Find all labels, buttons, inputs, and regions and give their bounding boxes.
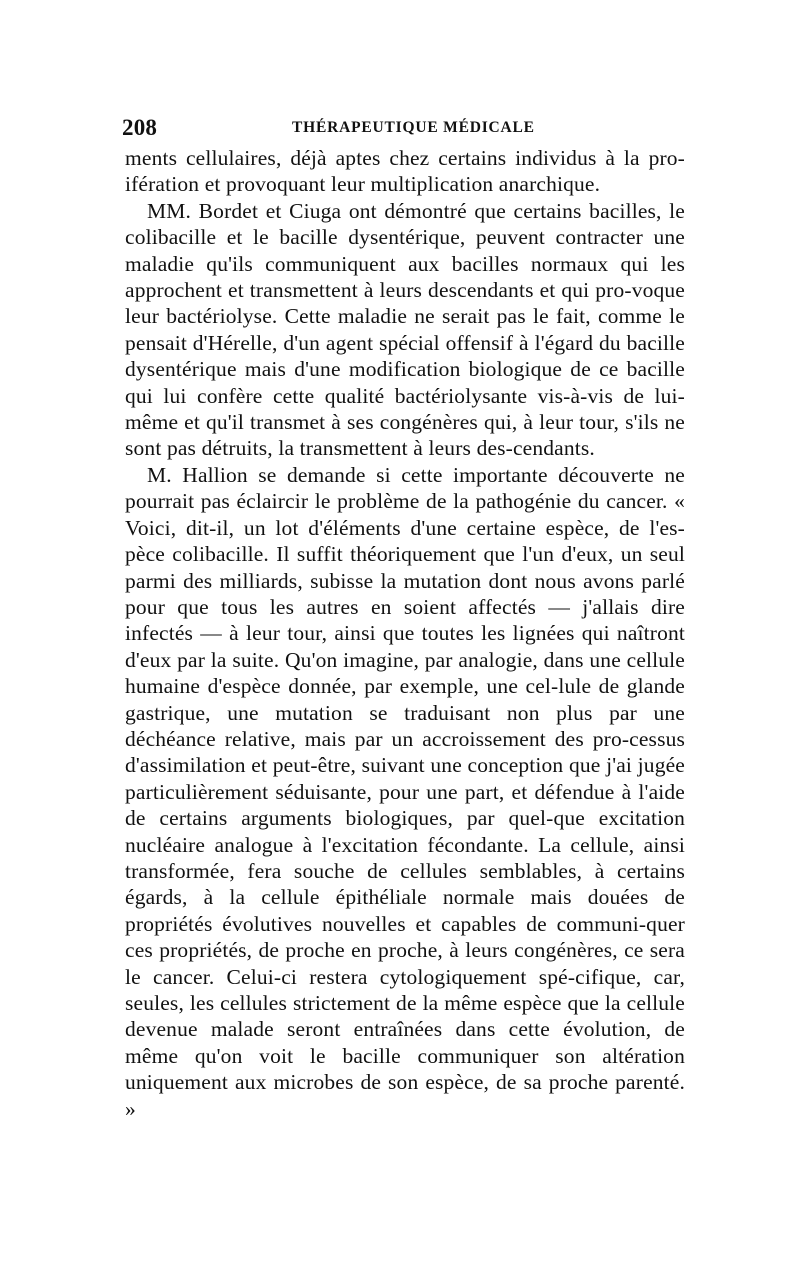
paragraph-bordet-ciuga: MM. Bordet et Ciuga ont démontré que certains bacilles, le colibacille et le bacille dysentérique, peuvent contracter une maladie qu'ils communiquent aux bacilles normaux qui les approchent et transmettent à leurs descendants et qui pro-voque leur bactériolyse. Cette maladie ne serait pas le fait, comme le pensait d'Hérelle, d'un agent spécial offensif à l'égard du bacille dysentérique mais d'une modification biologique de ce bacille qui lui confère cette qualité bactériolysante vis-à-vis de lui-même et qu'il transmet à ses congénères qui, à leur tour, s'ils ne sont pas détruits, la transmettent à leurs des-cendants. [125, 198, 685, 461]
body-text [125, 145, 685, 1122]
running-title: THÉRAPEUTIQUE MÉDICALE [292, 119, 535, 136]
running-head [122, 114, 686, 142]
page-number: 208 [122, 115, 158, 140]
paragraph-continuation: ments cellulaires, déjà aptes chez certains individus à la pro-ifération et provoquant leur multiplication anarchique. [125, 146, 685, 197]
paragraph-hallion: M. Hallion se demande si cette importante découverte ne pourrait pas éclaircir le problème de la pathogénie du cancer. « Voici, dit-il, un lot d'éléments d'une certaine espèce, de l'es-pèce colibacille. Il suffit théoriquement que l'un d'eux, un seul parmi des milliards, subisse la mutation dont nous avons parlé pour que tous les autres en soient affectés — j'allais dire infectés — à leur tour, ainsi que toutes les lignées qui naîtront d'eux par la suite. Qu'on imagine, par analogie, dans une cellule humaine d'espèce donnée, par exemple, une cel-lule de glande gastrique, une mutation se traduisant non plus par une déchéance relative, mais par un accroissement des pro-cessus d'assimilation et peut-être, suivant une conception que j'ai jugée particulièrement séduisante, pour une part, et défendue à l'aide de certains arguments biologiques, par quel-que excitation nucléaire analogue à l'excitation fécondante. La cellule, ainsi transformée, fera souche de cellules semblables, à certains égards, à la cellule épithéliale normale mais douées de propriétés évolutives nouvelles et capables de communi-quer ces propriétés, de proche en proche, à leurs congénères, ce sera le cancer. Celui-ci restera cytologiquement spé-cifique, car, seules, les cellules strictement de la même espèce que la cellule devenue malade seront entraînées dans cette évolution, de même qu'on voit le bacille communiquer son altération uniquement aux microbes de son espèce, de sa proche parenté. » [125, 462, 685, 1121]
